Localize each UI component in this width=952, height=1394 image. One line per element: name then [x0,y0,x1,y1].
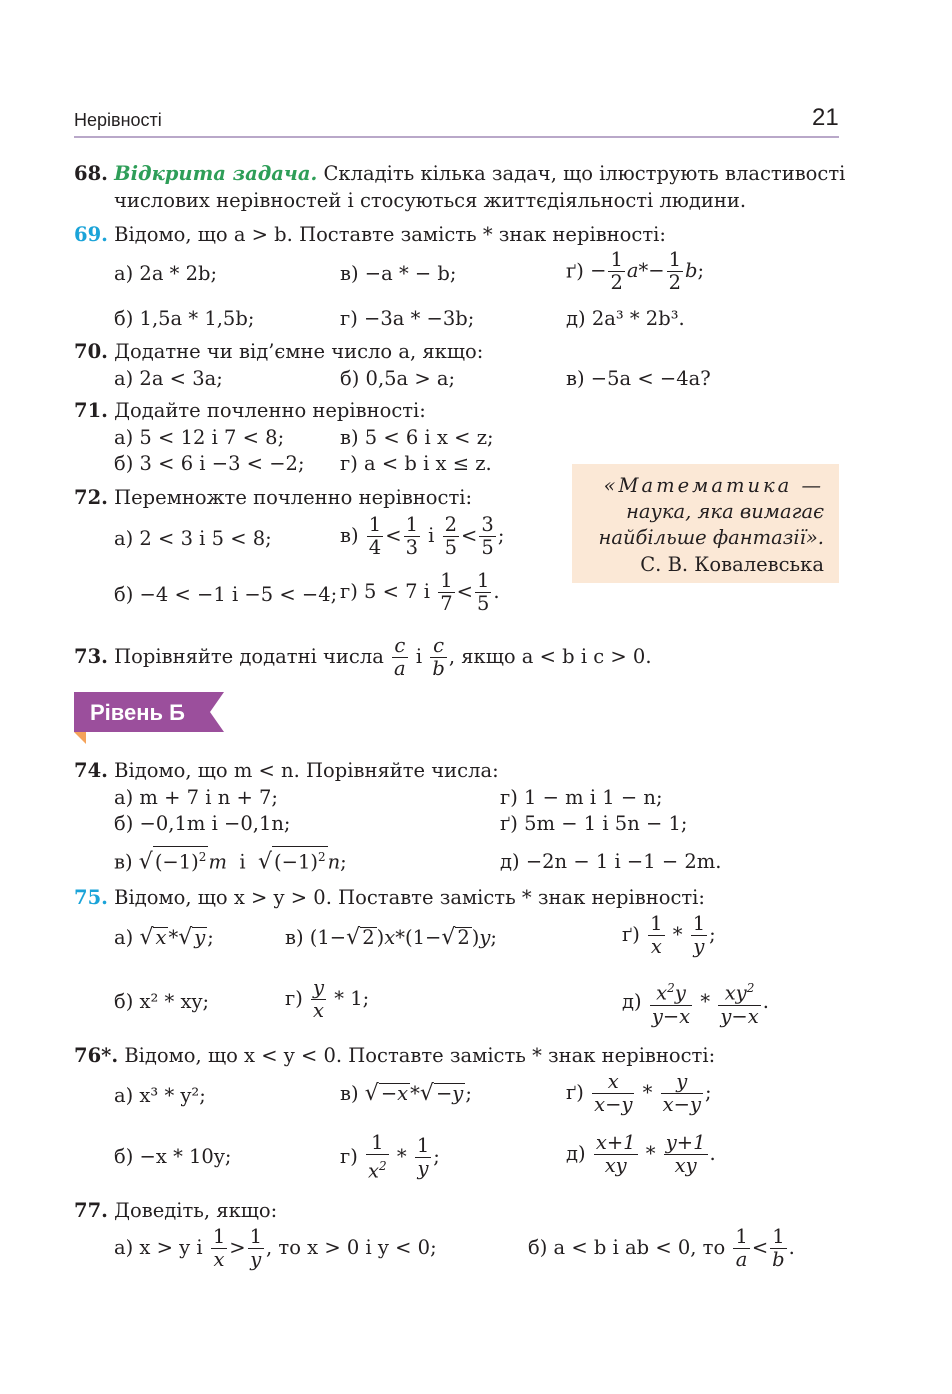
item-72-v: в) $\frac{1}{4}$ < $\frac{1}{3}$ і $\frac{2}{5}$ < $\frac{3}{5}$ ; [340,513,505,559]
item-label: в) [340,1082,359,1105]
item-69-g2: ґ) − $\frac{1}{2}$ a*− $\frac{1}{2}$ b; [566,248,705,294]
problem-text: Доведіть, якщо: [114,1199,278,1222]
item-label: в) [340,524,359,547]
item-76-g: г) $\frac{1}{x^2}$ * $\frac{1}{y}$ ; [340,1131,440,1183]
problem-text: Відомо, що a > b. Поставте замість * знак нерівності: [114,223,666,246]
item-label: г) 5 < 7 і [340,580,431,603]
item-76-a: а) x³ * y²; [114,1084,206,1107]
problem-text: Складіть кілька задач, що ілюструють властивості [323,162,846,185]
item-label: ґ) [566,1081,584,1104]
problem-text: Відомо, що x < y < 0. Поставте замість * знак нерівності: [124,1044,716,1067]
problem-number: 75. [74,886,108,909]
item-76-b: б) −x * 10y; [114,1145,232,1168]
item-label: д) [622,989,642,1013]
problem-text: Додайте почленно нерівності: [114,399,426,422]
problem-text: Порівняйте додатні числа [114,645,384,668]
problem-68 [74,162,845,186]
item-69-g: г) −3a * −3b; [340,307,475,330]
problem-number: 77. [74,1199,108,1222]
section-title: Нерівності [74,110,162,130]
problem-74 [74,759,499,783]
problem-number: 68. [74,162,108,185]
open-task-label: Відкрита задача. [114,162,318,185]
item-label: в) [285,926,304,949]
item-label: а) [114,926,134,949]
problem-75 [74,886,705,910]
problem-number: 74. [74,759,108,782]
problem-number: 70. [74,340,108,363]
problem-text: Відомо, що x > y > 0. Поставте замість * знак нерівності: [114,886,705,909]
item-71-v: в) 5 < 6 і x < z; [340,426,494,449]
problem-68-line2: числових нерівностей і стосуються життєдіяльності людини. [114,189,747,212]
item-72-a: а) 2 < 3 і 5 < 8; [114,527,272,550]
problem-69 [74,223,666,247]
quote-line-2: наука, яка вимагає [626,500,824,523]
level-title: Рівень Б [90,700,185,725]
problem-76 [74,1044,715,1068]
problem-number: 71. [74,399,108,422]
item-70-v: в) −5a < −4a? [566,367,711,390]
conjunction: і [415,645,423,668]
item-70-b: б) 0,5a > a; [340,367,456,390]
problem-70 [74,340,483,364]
item-71-b: б) 3 < 6 і −3 < −2; [114,452,305,475]
item-75-g: г) $\frac{y}{x}$ * 1; [285,976,370,1022]
item-69-a: а) 2a * 2b; [114,262,218,285]
item-77-b: б) a < b і ab < 0, то $\frac{1}{a}$ < $\frac{1}{b}$ . [528,1225,795,1271]
item-72-g: г) 5 < 7 і $\frac{1}{7}$ < $\frac{1}{5}$ . [340,569,500,615]
problem-77 [74,1199,277,1223]
item-69-v: в) −a * − b; [340,262,457,285]
item-label: б) a < b і ab < 0, то [528,1236,726,1259]
quote-line-1: «Математика — [603,474,824,497]
item-76-g2: ґ) $\frac{x}{x-y}$ * $\frac{y}{x-y}$ ; [566,1070,712,1116]
problem-text: Перемножте почленно нерівності: [114,486,473,509]
item-label: г) [285,987,303,1010]
page-number: 21 [812,104,839,131]
item-71-a: а) 5 < 12 і 7 < 8; [114,426,285,449]
item-74-g2: ґ) 5m − 1 і 5n − 1; [500,812,688,835]
item-label: д) [566,1142,586,1165]
item-75-g2: ґ) $\frac{1}{x}$ * $\frac{1}{y}$ ; [622,912,716,958]
problem-72 [74,486,472,510]
item-75-a: а) √ x *√ y ; [114,925,214,950]
item-label: а) x > y і [114,1236,203,1259]
item-75-d: д) $\frac{x^2y}{y-x}$ * $\frac{xy^2}{y-x}$ . [622,977,769,1028]
item-69-b: б) 1,5a * 1,5b; [114,307,255,330]
item-74-v: в) √ $(-1)^2$ m і √ $(-1)^2$ n; [114,846,347,875]
item-77-a: а) x > y і $\frac{1}{x}$ > $\frac{1}{y}$ , то x > 0 і y < 0; [114,1225,437,1271]
problem-71 [74,399,426,423]
item-74-g: г) 1 − m і 1 − n; [500,786,663,809]
item-label: в) [114,850,133,874]
item-70-a: а) 2a < 3a; [114,367,223,390]
quote-author: С. В. Ковалевська [640,553,824,576]
item-label: ґ) [566,259,584,283]
item-label: г) [340,1144,358,1168]
problem-number: 73. [74,645,108,668]
item-75-b: б) x² * xy; [114,990,210,1013]
problem-text: Додатне чи від’ємне число a, якщо: [114,340,484,363]
item-label: ґ) [622,923,640,946]
item-76-v: в) √ −x *√ −y ; [340,1081,472,1106]
problem-number: 69. [74,223,108,246]
problem-text: Відомо, що m < n. Порівняйте числа: [114,759,499,782]
item-71-g: г) a < b і x ≤ z. [340,452,492,475]
header-rule [74,136,839,138]
item-74-b: б) −0,1m і −0,1n; [114,812,291,835]
item-72-b: б) −4 < −1 і −5 < −4; [114,583,338,606]
problem-number: 76*. [74,1044,119,1067]
condition: якщо a < b і c > 0. [461,645,652,668]
problem-number: 72. [74,486,108,509]
problem-73: 73. Порівняйте додатні числа $\frac{c}{a}$ і $\frac{c}{b}$ , якщо a < b і c > 0. [74,634,652,680]
item-76-d: д) $\frac{x+1}{xy}$ * $\frac{y+1}{xy}$ . [566,1131,716,1177]
item-74-d: д) −2n − 1 і −1 − 2m. [500,850,722,873]
item-74-a: а) m + 7 і n + 7; [114,786,278,809]
quote-line-3: найбільше фантазії». [598,526,824,549]
item-75-v: в) (1−√ 2 )x*(1−√ 2 )y; [285,925,497,950]
item-conclusion: то x > 0 і y < 0; [278,1236,437,1259]
item-69-d: д) 2a³ * 2b³. [566,307,685,330]
